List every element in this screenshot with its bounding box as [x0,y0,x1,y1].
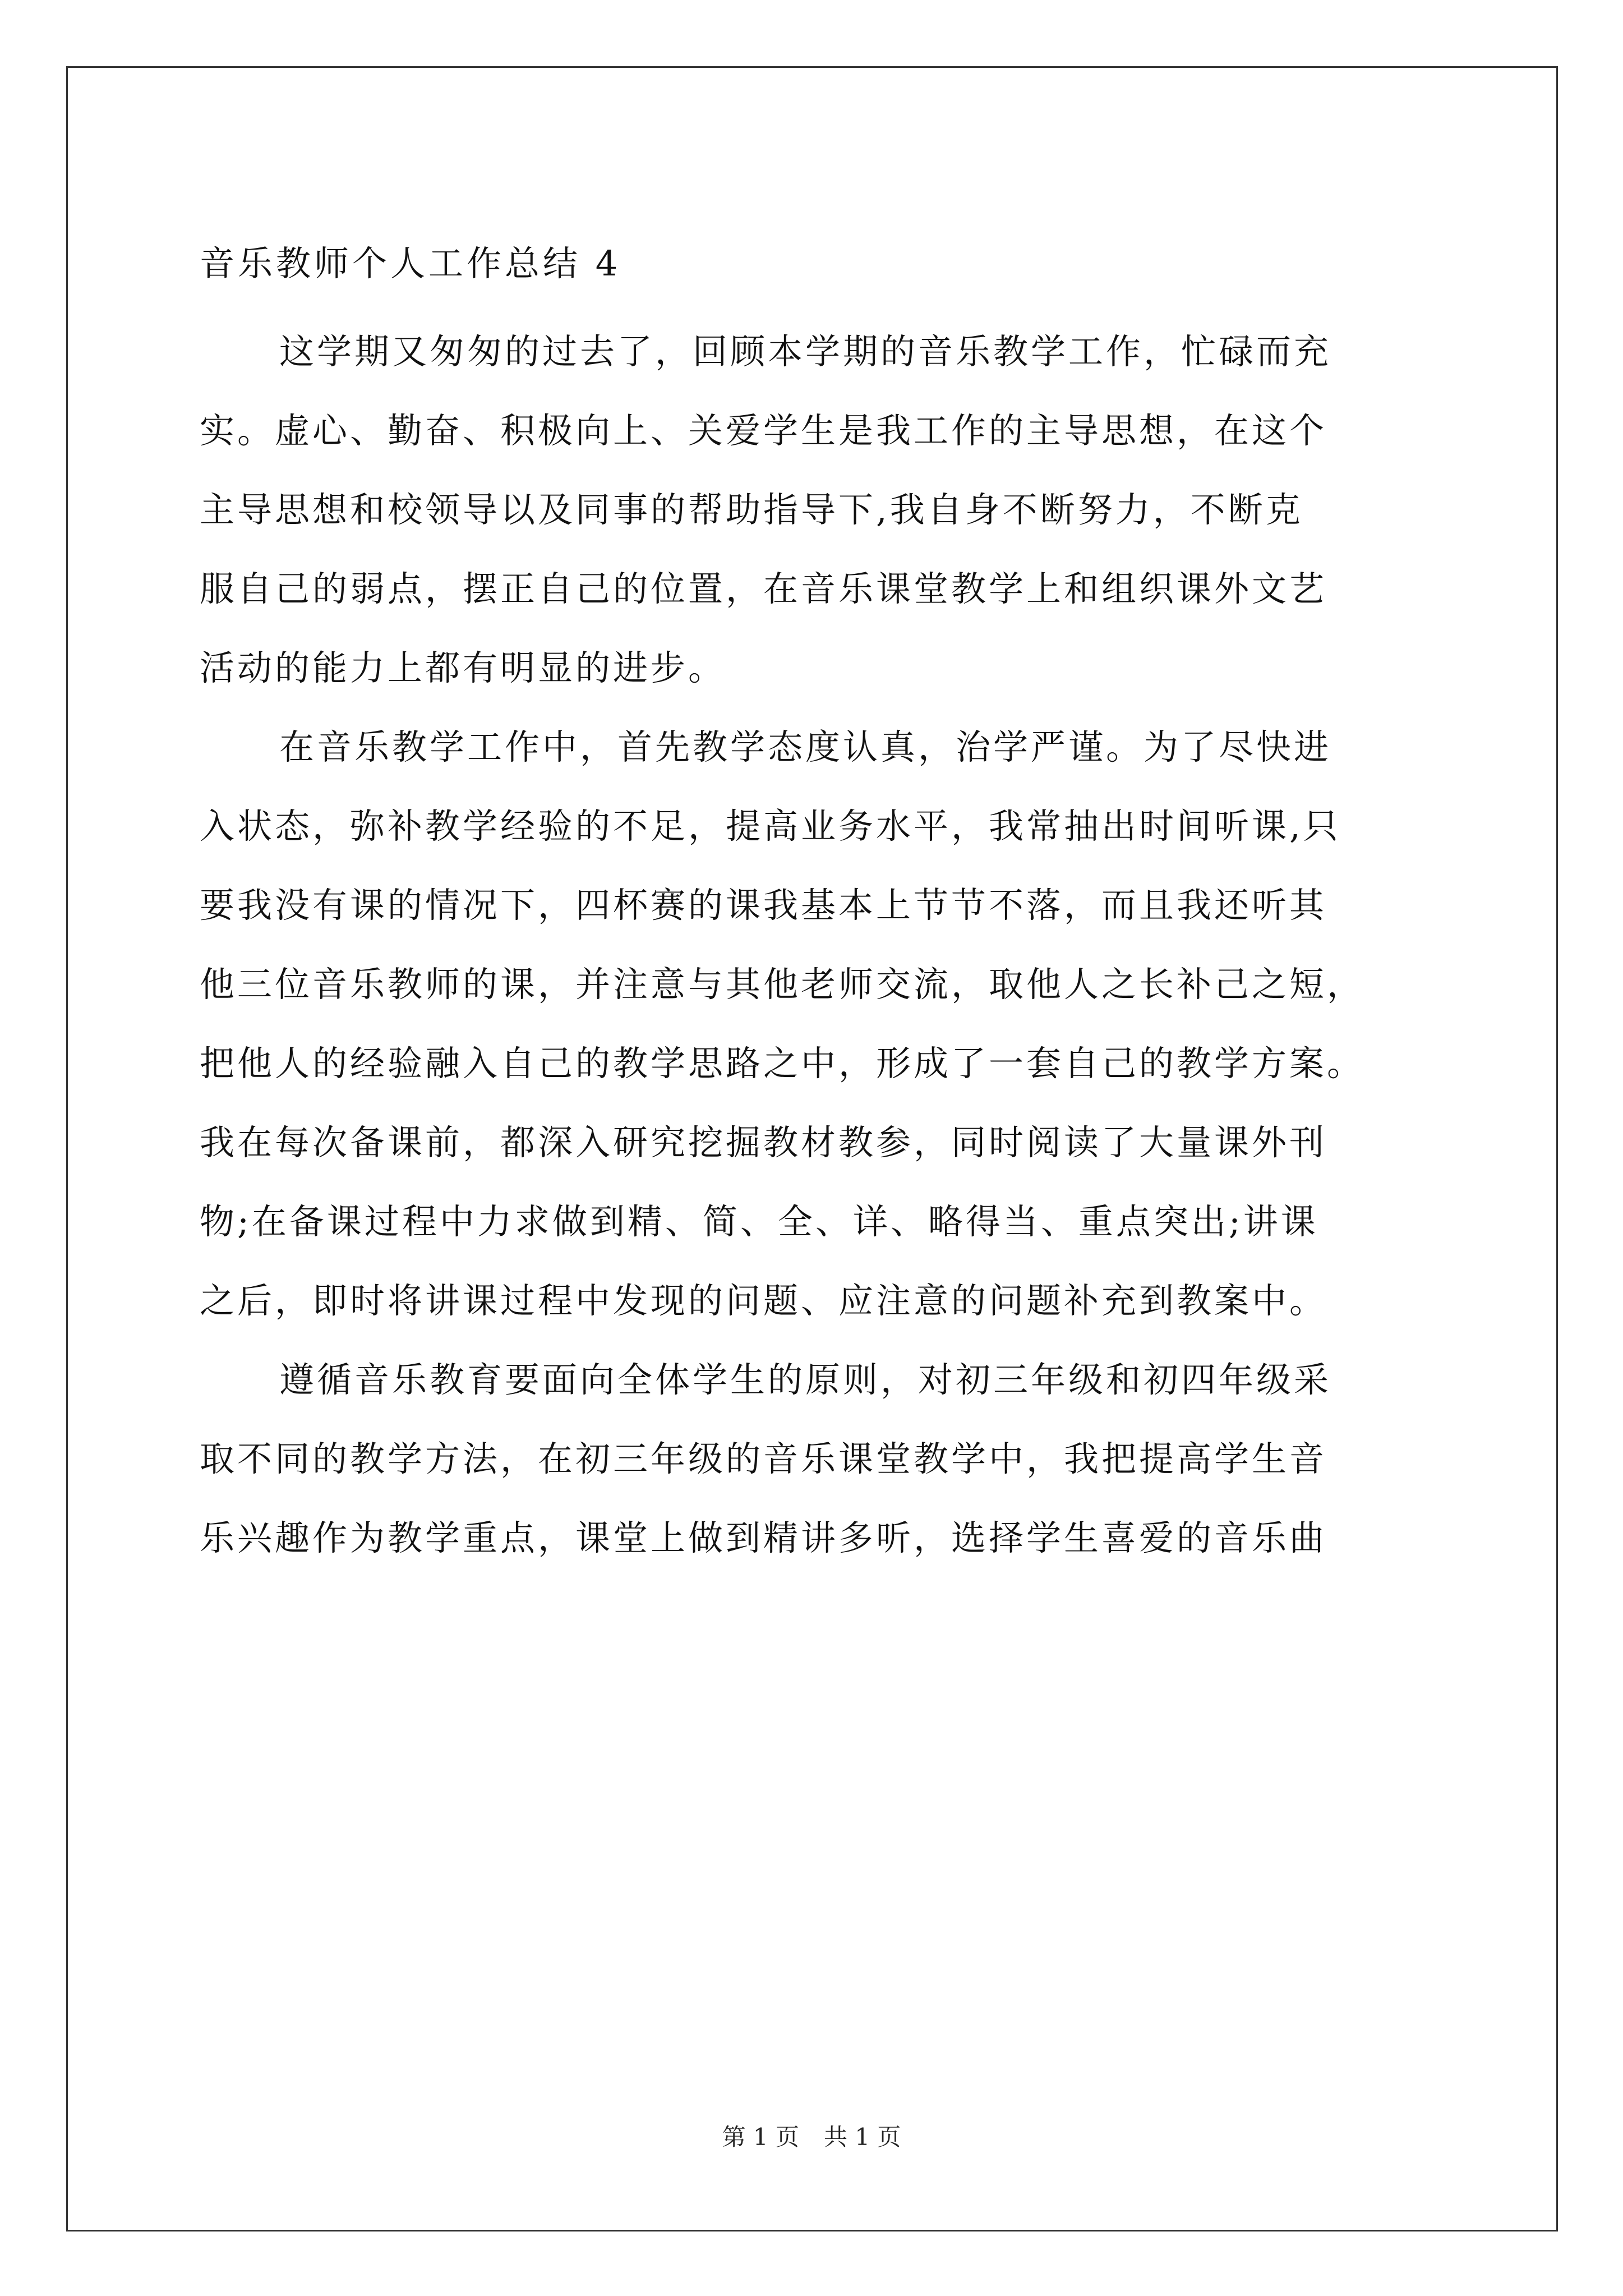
paragraph-line: 物;在备课过程中力求做到精、简、全、详、略得当、重点突出;讲课 [200,1201,1318,1242]
paragraph-line: 在音乐教学工作中，首先教学态度认真，治学严谨。为了尽快进 [279,726,1332,767]
paragraph-line: 实。虚心、勤奋、积极向上、关爱学生是我工作的主导思想，在这个 [200,410,1327,451]
document-body [200,224,1433,1577]
page-number: 第 1 页 [722,2123,799,2151]
paragraph-line: 他三位音乐教师的课，并注意与其他老师交流，取他人之长补己之短， [200,964,1365,1005]
paragraph-line: 乐兴趣作为教学重点，课堂上做到精讲多听，选择学生喜爱的音乐曲 [200,1517,1327,1558]
paragraph-line: 这学期又匆匆的过去了，回顾本学期的音乐教学工作，忙碌而充 [279,331,1332,372]
document-title: 音乐教师个人工作总结 4 [200,243,621,284]
paragraph-line: 取不同的教学方法，在初三年级的音乐课堂教学中，我把提高学生音 [200,1438,1327,1479]
paragraph-line: 遵循音乐教育要面向全体学生的原则，对初三年级和初四年级采 [279,1359,1332,1400]
paragraph-3 [200,1340,1433,1577]
paragraph-line: 之后，即时将讲课过程中发现的问题、应注意的问题补充到教案中。 [200,1280,1327,1321]
paragraph-1 [200,312,1433,707]
paragraph-line: 我在每次备课前，都深入研究挖掘教材教参，同时阅读了大量课外刊 [200,1122,1327,1163]
page-total: 共 1 页 [824,2123,901,2151]
paragraph-line: 入状态，弥补教学经验的不足，提高业务水平，我常抽出时间听课,只 [200,806,1341,846]
paragraph-line: 活动的能力上都有明显的进步。 [200,647,726,688]
paragraph-line: 要我没有课的情况下，四杯赛的课我基本上节节不落，而且我还听其 [200,885,1327,926]
paragraph-line: 主导思想和校领导以及同事的帮助指导下,我自身不断努力，不断克 [200,489,1303,530]
page-footer [0,2120,1623,2154]
paragraph-line: 服自己的弱点，摆正自己的位置，在音乐课堂教学上和组织课外文艺 [200,568,1327,609]
paragraph-line: 把他人的经验融入自己的教学思路之中，形成了一套自己的教学方案。 [200,1043,1365,1084]
paragraph-2 [200,707,1433,1340]
